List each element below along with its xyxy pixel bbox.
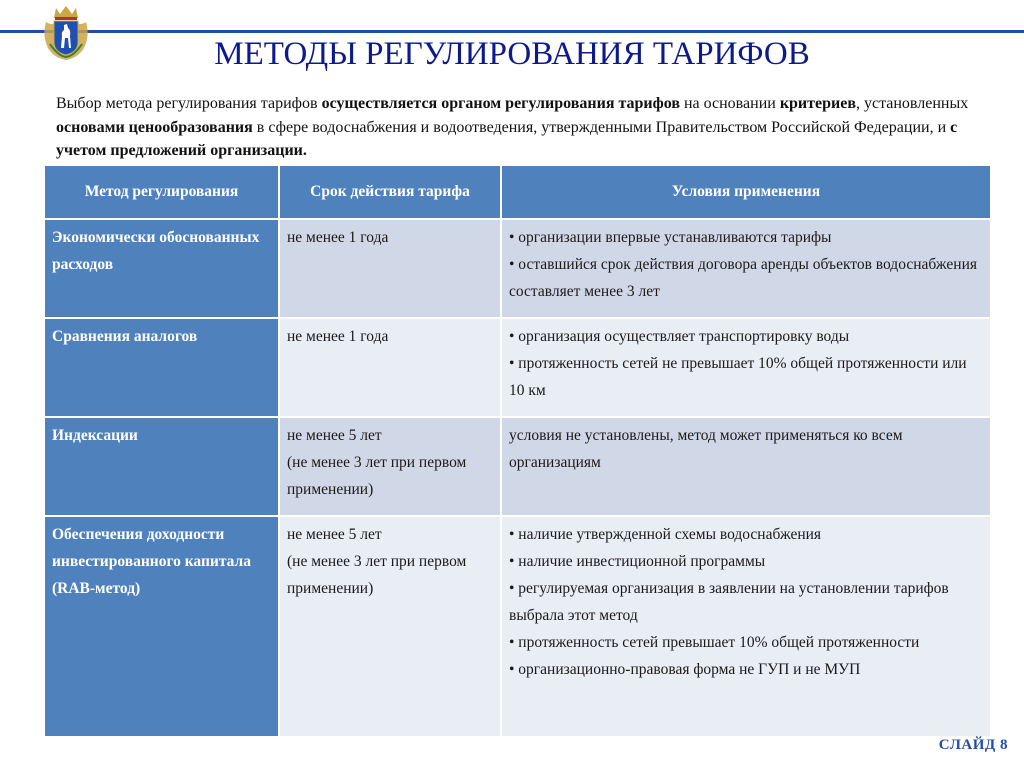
term-cell	[280, 418, 500, 515]
term-cell	[280, 517, 500, 736]
term-line: (не менее 3 лет при первом применении)	[287, 454, 467, 498]
table-row	[45, 319, 990, 416]
condition-item: • организации впервые устанавливаются тарифы	[509, 229, 832, 246]
header-method: Метод регулирования	[45, 166, 278, 218]
condition-item: • протяженность сетей превышает 10% общей протяженности	[509, 634, 920, 651]
condition-item: • наличие инвестиционной программы	[509, 553, 766, 570]
condition-item: • оставшийся срок действия договора аренды объектов водоснабжения составляет менее 3 лет	[509, 256, 977, 300]
header-rule	[0, 30, 1024, 33]
intro-bold-text: с учетом предложений организации.	[56, 118, 958, 159]
intro-text: Выбор метода регулирования тарифов	[56, 95, 322, 112]
term-line: не менее 1 года	[287, 328, 389, 345]
method-cell: Индексации	[45, 418, 278, 515]
conditions-cell	[502, 319, 990, 416]
method-cell: Обеспечения доходности инвестированного капитала (RAB-метод)	[45, 517, 278, 736]
header-conditions: Условия применения	[502, 166, 990, 218]
slide-number: СЛАЙД 8	[938, 737, 1008, 753]
table-row	[45, 418, 990, 515]
term-line: не менее 5 лет	[287, 427, 382, 444]
condition-item: • наличие утвержденной схемы водоснабжения	[509, 526, 822, 543]
term-line: не менее 1 года	[287, 229, 389, 246]
conditions-cell	[502, 517, 990, 736]
intro-text: , установленных	[855, 95, 969, 112]
intro-bold-text: осуществляется органом регулирования тарифов	[321, 95, 680, 112]
condition-item: условия не установлены, метод может применяться ко всем организациям	[509, 427, 903, 471]
conditions-cell	[502, 220, 990, 317]
term-line: (не менее 3 лет при первом применении)	[287, 553, 467, 597]
methods-table	[43, 164, 992, 738]
condition-item: • протяженность сетей не превышает 10% общей протяженности или 10 км	[509, 355, 967, 399]
term-line: не менее 5 лет	[287, 526, 382, 543]
page-title: МЕТОДЫ РЕГУЛИРОВАНИЯ ТАРИФОВ	[214, 36, 810, 72]
intro-bold-text: критериев	[779, 95, 856, 112]
intro-text: на основании	[679, 95, 780, 112]
condition-item: • организационно-правовая форма не ГУП и не МУП	[509, 661, 861, 678]
conditions-cell	[502, 418, 990, 515]
intro-paragraph	[56, 92, 976, 163]
intro-text: в сфере водоснабжения и водоотведения, утвержденными Правительством Российской Федерации, и	[252, 118, 951, 136]
condition-item: • организация осуществляет транспортировку воды	[509, 328, 850, 345]
header-term: Срок действия тарифа	[280, 166, 500, 218]
term-cell	[280, 319, 500, 416]
intro-bold-text: основами ценообразования	[56, 118, 253, 136]
table-header-row	[45, 166, 990, 218]
method-cell: Экономически обоснованных расходов	[45, 220, 278, 317]
term-cell	[280, 220, 500, 317]
table-row	[45, 517, 990, 736]
condition-item: • регулируемая организация в заявлении на установлении тарифов выбрала этот метод	[509, 580, 949, 624]
method-cell: Сравнения аналогов	[45, 319, 278, 416]
table-row	[45, 220, 990, 317]
